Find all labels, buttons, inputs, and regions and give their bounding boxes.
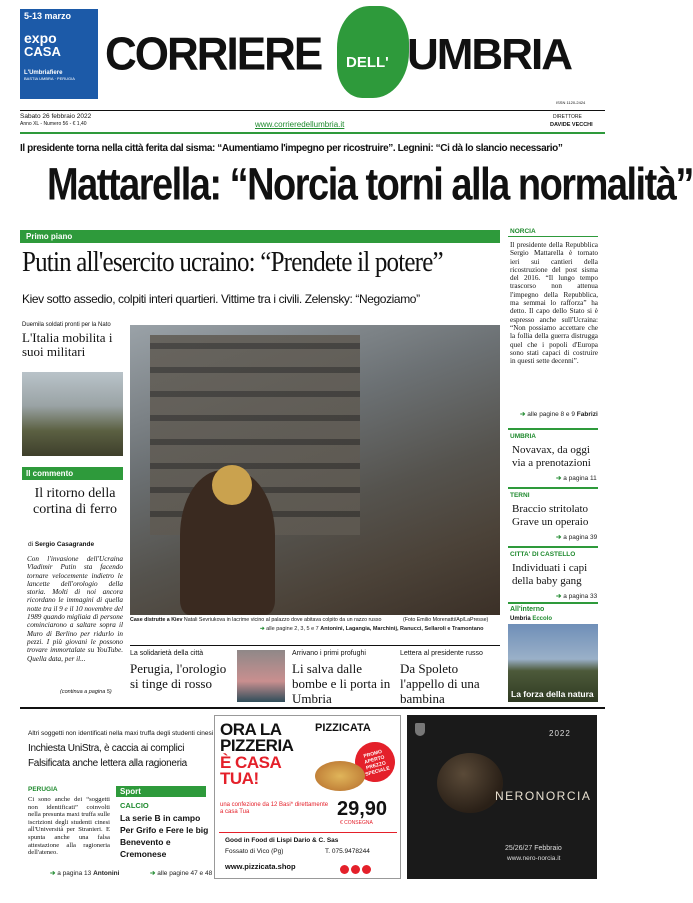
norcia-section: NORCIA [510,228,536,235]
castello-ref-page: a pagina 33 [563,593,598,600]
commento-body: Con l'invasione dell'Ucraina Vladimir Putin sta facendo tornare velocemente indietro le lancette dell'orologio della storia. Molti di noi ancora ricordano le immagini di quella notte tra il 9 e il 10 novembre del 1989 quando migliaia di persone cominciarono a saltare sopra il Muro di Berlino per ridurlo in pezzi. I più giovani le possono trovare immortalate su YouTube. Quella data, per il... [27,555,123,663]
pizza-site[interactable]: www.pizzicata.shop [225,862,296,871]
facebook-icon[interactable] [340,865,349,874]
italia-kicker: Duemila soldati pronti per la Nato [22,322,111,328]
pizza-line-2: PIZZERIA [220,736,294,755]
unistra-headline-1[interactable]: Inchiesta UniStra, è caccia ai complici [28,743,185,754]
kiev-photo [130,325,500,615]
arrow-icon: ➔ [150,870,156,877]
pizza-company: Good in Food di Lispi Dario & C. Sas [225,837,339,844]
arrow-icon: ➔ [556,534,562,541]
interno-tag: Eccolo [532,616,553,622]
primo-piano-label: Primo piano [26,232,73,241]
interno-kicker-text: Umbria [510,616,531,622]
byline-prefix: di [28,541,34,548]
commento-bar [22,467,123,480]
interno-kicker [510,616,552,622]
commento-headline[interactable]: Il ritorno della cortina di ferro [33,486,117,517]
nature-photo[interactable] [508,624,598,702]
umbria-section: UMBRIA [510,433,536,440]
norcia-ad-site[interactable]: www.nero-norcia.it [507,855,561,862]
perugia-kicker: La solidarietà della città [130,650,204,657]
kiev-refs [260,626,500,632]
expo-sponsor: L'Umbriafiere [24,70,63,76]
truffle-image [437,753,503,813]
castello-headline[interactable]: Individuati i capi della baby gang [512,562,588,587]
main-kicker: Il presidente torna nella città ferita dal sisma: “Aumentiamo l'impegno per ricostruire”. Legnini: “Ci dà lo slancio necessario” [20,143,563,154]
norcia-ad-title: NERONORCIA [495,789,592,803]
pizza-line-1: ORA LA [220,720,282,739]
kiev-refs-pages: alle pagine 2, 3, 5 e 7 [266,626,319,632]
pizza-badge: PROMO APERTO PREZZO SPECIALE [351,738,400,787]
director-label: DIRETTORE [553,114,582,120]
unistra-body: Ci sono anche dei “soggetti non identificati” coinvolti nella presunta maxi truffa sulle iscrizioni degli studenti cinesi all'Università per Stranieri. E spunta anche una falsa attestazione alla ragioneria dell'ateneo. [28,796,110,857]
photo-caption-text: Natali Sevriukova in lacrime vicino al palazzo dove abitava colpito da un razzo russo [183,617,382,623]
unistra-kicker: Altri soggetti non identificati nella maxi truffa degli studenti cinesi [28,730,214,737]
norcia-ref[interactable] [520,410,598,418]
terni-ref-page: a pagina 39 [563,534,598,541]
profughi-kicker: Arrivano i primi profughi [292,650,366,657]
arrow-icon: ➔ [260,626,265,632]
profughi-headline[interactable]: Li salva dalle bombe e li porta in Umbria [292,661,391,706]
expo-sponsor-sub: BASTIA UMBRA · PERUGIA [24,76,75,81]
spoleto-headline[interactable]: Da Spoleto l'appello di una bambina [400,661,480,706]
youtube-icon[interactable] [362,865,371,874]
unistra-ref-author: Antonini [93,870,120,877]
castello-ref[interactable] [556,592,597,600]
issue-number: Anno XL - Numero 56 - € 1,40 [20,121,87,127]
kiev-refs-authors: Antonini, Lagangia, Marchinij, Ranucci, Sellaroli e Tramontano [320,626,484,632]
primo-piano-bar [20,230,500,243]
masthead-title-left: CORRIERE [105,28,322,81]
sport-headline[interactable]: La serie B in campo Per Grifo e Fere le big Benevento e Cremonese [120,813,209,859]
pizza-price: 29,90 [337,798,388,820]
expo-name-1: expo [24,30,57,46]
unistra-headline-2[interactable]: Falsificata anche lettera alla ragioneria [28,758,187,769]
pizzicata-ad[interactable] [214,715,401,879]
pizza-line-4: TUA! [220,769,259,788]
photo-caption-bold: Case distrutte a Kiev [130,617,183,623]
photo-caption [130,617,500,623]
neronorcia-ad[interactable] [407,715,597,879]
masthead-title-right: UMBRIA [407,30,571,79]
nature-caption: La forza della natura [511,689,594,699]
sport-ref[interactable] [150,869,212,877]
arrow-icon: ➔ [556,593,562,600]
expo-casa-ad[interactable] [20,9,98,99]
sport-sub: CALCIO [120,801,149,810]
pizza-brand: PIZZICATA [315,722,371,734]
social-icons [340,861,371,879]
byline-name: Sergio Casagrande [34,541,95,548]
sport-bar [116,786,206,797]
norcia-body: Il presidente della Repubblica Sergio Mattarella è tornato ieri sui cantieri della ricostruzione del post sisma del 2016. “Il lungo tempo trascorso non attenua l'impegno della Repubblica, ma semmai lo rafforza” ha detto. Il capo dello Stato si è espresso anche sull'Ucraina: “Non possiamo accettare che la follia della guerra distrugga quel che i popoli d'Europa sono stati capaci di costruire in questi sette decenni”. [510,241,598,366]
castello-section: CITTA' DI CASTELLO [510,551,576,558]
terni-ref[interactable] [556,533,597,541]
interno-section: All'interno [510,606,545,613]
unistra-ref[interactable] [50,869,119,877]
masthead-title-mid: DELL' [346,54,389,71]
umbria-map-logo [337,6,409,98]
putin-subhead: Kiev sotto assedio, colpiti interi quartieri. Vittime tra i civili. Zelensky: “Negoziamo” [22,292,420,306]
norcia-ref-pages: alle pagine 8 e 9 [527,411,575,418]
website-link[interactable]: www.corrieredellumbria.it [255,120,345,129]
pizza-price-note: € CONSEGNA [340,820,373,826]
arrow-icon: ➔ [50,870,56,877]
putin-headline[interactable]: Putin all'esercito ucraino: “Prendete il potere” [22,247,443,279]
pizza-line-3: È CASA [220,753,282,772]
pizza-address: Fossato di Vico (Pg) [225,848,284,855]
commento-byline [28,541,94,548]
terni-headline[interactable]: Braccio stritolato Grave un operaio [512,503,589,528]
unistra-ref-page: a pagina 13 [57,870,92,877]
sport-label: Sport [120,787,141,796]
spoleto-kicker: Lettera al presidente russo [400,650,483,657]
commento-label: Il commento [26,469,74,478]
terni-section: TERNI [510,492,530,499]
norcia-ref-author: Fabrizi [576,411,598,418]
director-name: DAVIDE VECCHI [550,122,593,128]
military-photo [22,372,123,456]
perugia-headline[interactable]: Perugia, l'orologio si tinge di rosso [130,661,227,691]
italia-headline[interactable]: L'Italia mobilita i suoi militari [22,330,113,359]
profughi-photo [237,650,285,702]
masthead [105,14,610,89]
norcia-crest-icon [415,723,425,736]
main-headline[interactable]: Mattarella: “Norcia torni alla normalità” [47,160,693,211]
unistra-section: PERUGIA [28,786,58,793]
expo-name-2: CASA [24,44,61,59]
novavax-ref-page: a pagina 11 [563,475,597,482]
photo-caption-credit: (Foto Emilio Morenatti/Ap/LaPresse) [402,617,489,623]
issn: ISSN 1120-2424 [556,100,586,105]
norcia-ad-year: 2022 [549,729,571,738]
woman-hair [212,465,252,505]
norcia-ad-dates: 25/26/27 Febbraio [505,845,562,852]
issue-date: Sabato 26 febbraio 2022 [20,113,92,120]
pizza-image [315,761,365,791]
sport-ref-pages: alle pagine 47 e 48 [157,870,213,877]
commento-continue[interactable]: (continua a pagina 5) [60,689,112,695]
expo-dates: 5-13 marzo [24,11,72,21]
novavax-ref[interactable] [556,474,597,482]
arrow-icon: ➔ [556,475,562,482]
novavax-headline[interactable]: Novavax, da oggi via a prenotazioni [512,444,591,469]
pizza-phone: T. 075.9478244 [325,848,370,855]
instagram-icon[interactable] [351,865,360,874]
pizza-offer: una confezione da 12 Basi* direttamente a casa Tua [220,802,329,815]
arrow-icon: ➔ [520,411,526,418]
